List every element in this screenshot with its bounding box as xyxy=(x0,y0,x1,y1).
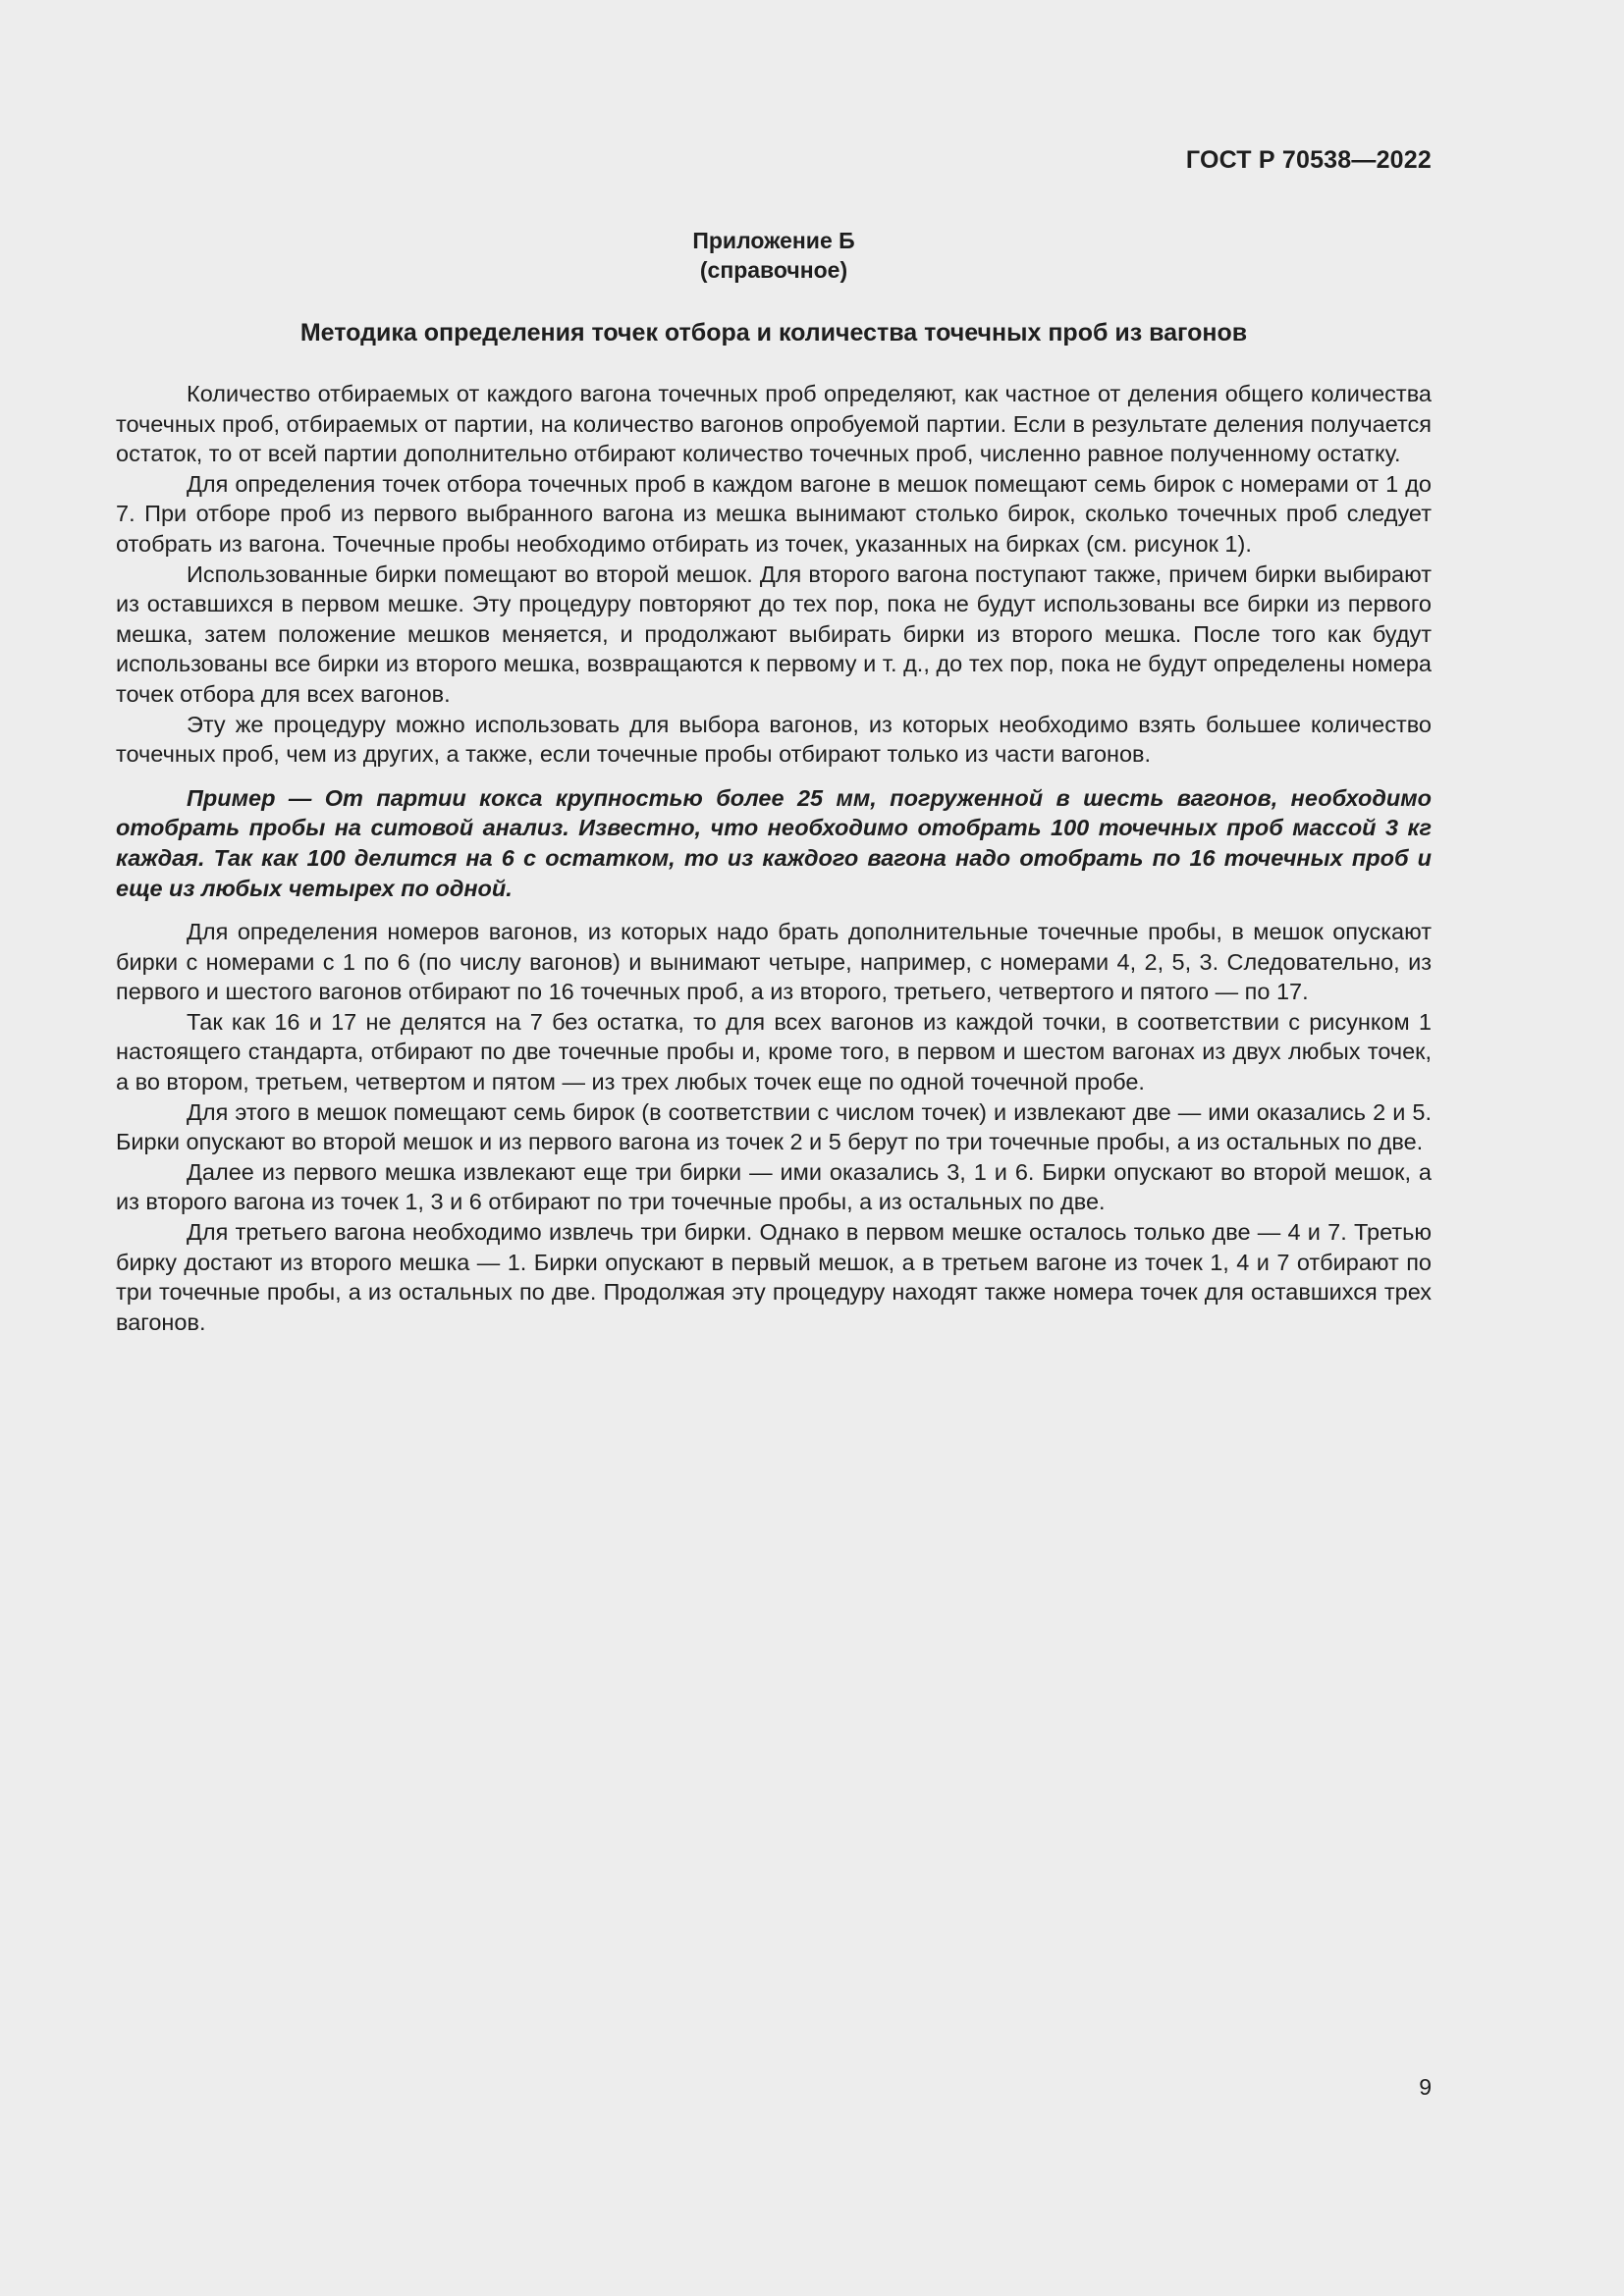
paragraph: Далее из первого мешка извлекают еще три бирки — ими оказались 3, 1 и 6. Бирки опускают во второй мешок, а из второго вагона из точек 1, 3 и 6 отбирают по три точечные пробы, а из остальных по две. xyxy=(116,1158,1432,1215)
paragraph: Использованные бирки помещают во второй мешок. Для второго вагона поступают также, причем бирки выбирают из оставшихся в первом мешке. Эту процедуру повторяют до тех пор, пока не будут использованы все бирки из первого мешка, затем положение мешков меняется, и продолжают выбирать бирки из второго мешка. После того как будут использованы все бирки из второго мешка, возвращаются к первому и т. д., до тех пор, пока не будут определены номера точек отбора для всех вагонов. xyxy=(116,561,1432,707)
appendix-type: (справочное) xyxy=(699,257,848,283)
paragraph: Количество отбираемых от каждого вагона точечных проб определяют, как частное от деления общего количества точечных проб, отбираемых от партии, на количество вагонов опробуемой партии. Если в результате деления получается остаток, то от всей партии дополнительно отбирают количество точечных проб, численно равное полученному остатку. xyxy=(116,381,1432,467)
document-body xyxy=(116,379,1432,1337)
paragraph: Так как 16 и 17 не делятся на 7 без остатка, то для всех вагонов из каждой точки, в соответствии с рисунком 1 настоящего стандарта, отбирают по две точечные пробы и, кроме того, в первом и шестом вагонах из двух любых точек, а во втором, третьем, четвертом и пятом — из трех любых точек еще по одной точечной пробе. xyxy=(116,1008,1432,1095)
page-number: 9 xyxy=(1419,2074,1432,2100)
example-paragraph: Пример — От партии кокса крупностью более 25 мм, погруженной в шесть вагонов, необходимо отобрать пробы на ситовой анализ. Известно, что необходимо отобрать 100 точечных проб массой 3 кг каждая. Так как 100 делится на 6 с остатком, то из каждого вагона надо отобрать по 16 точечных проб и еще из любых четырех по одной. xyxy=(116,784,1432,901)
document-code: ГОСТ Р 70538—2022 xyxy=(1185,146,1432,174)
document-page xyxy=(116,0,1432,2296)
appendix-label: Приложение Б xyxy=(692,228,855,253)
paragraph: Для этого в мешок помещают семь бирок (в соответствии с числом точек) и извлекают две — ими оказались 2 и 5. Бирки опускают во второй мешок и из первого вагона из точек 2 и 5 берут по три точечные пробы, а из остальных по две. xyxy=(116,1098,1432,1155)
paragraph: Для определения точек отбора точечных проб в каждом вагоне в мешок помещают семь бирок с номерами от 1 до 7. При отборе проб из первого выбранного вагона из мешка вынимают столько бирок, сколько точечных проб следует отобрать из вагона. Точечные пробы необходимо отбирать из точек, указанных на бирках (см. рисунок 1). xyxy=(116,470,1432,557)
paragraph: Эту же процедуру можно использовать для выбора вагонов, из которых необходимо взять большее количество точечных проб, чем из других, а также, если точечные пробы отбирают только из части вагонов. xyxy=(116,711,1432,768)
paragraph: Для определения номеров вагонов, из которых надо брать дополнительные точечные пробы, в мешок опускают бирки с номерами с 1 по 6 (по числу вагонов) и вынимают четыре, например, с номерами 4, 2, 5, 3. Следовательно, из первого и шестого вагонов отбирают по 16 точечных проб, а из второго, третьего, четвертого и пятого — по 17. xyxy=(116,919,1432,1005)
paragraph: Для третьего вагона необходимо извлечь три бирки. Однако в первом мешке осталось только две — 4 и 7. Третью бирку достают из второго мешка — 1. Бирки опускают в первый мешок, а в третьем вагоне из точек 1, 4 и 7 отбирают по три точечные пробы, а из остальных по две. Продолжая эту процедуру находят также номера точек для оставшихся трех вагонов. xyxy=(116,1219,1432,1335)
section-title: Методика определения точек отбора и количества точечных проб из вагонов xyxy=(299,319,1248,347)
appendix-heading xyxy=(116,226,1432,285)
